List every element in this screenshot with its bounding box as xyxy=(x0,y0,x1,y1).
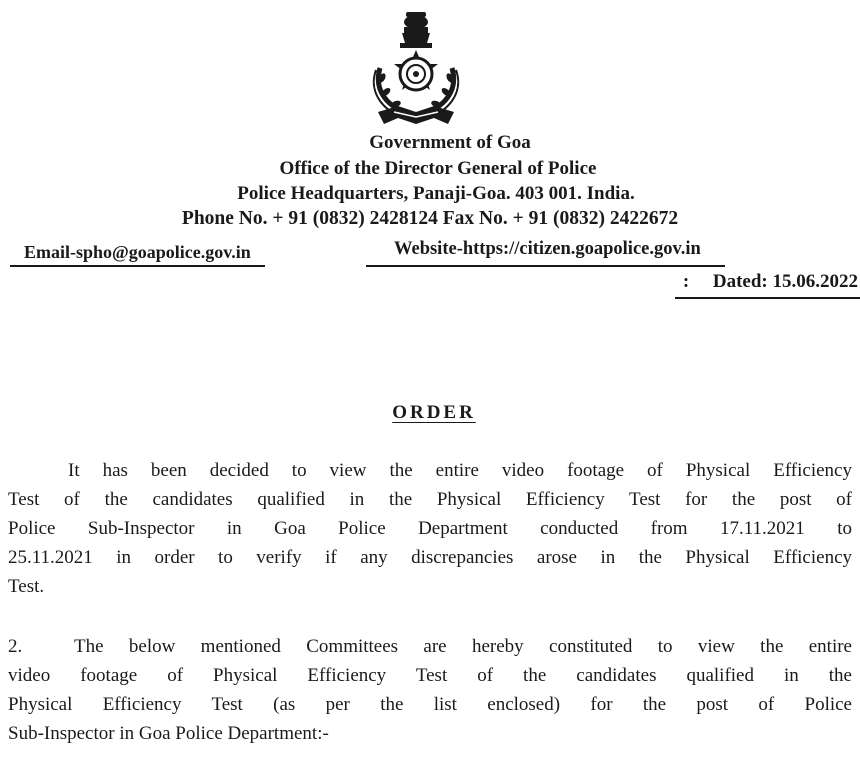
paragraph-2-number: 2. xyxy=(8,636,23,657)
paragraph-1-line: Test. xyxy=(8,576,45,597)
paragraph-2 xyxy=(8,632,852,748)
letterhead-office: Office of the Director General of Police xyxy=(279,158,597,179)
letterhead-government: Government of Goa xyxy=(369,132,531,153)
paragraph-2-line: The below mentioned Committees are hereby constituted to view the entire xyxy=(74,636,852,657)
letterhead-phone-fax: Phone No. + 91 (0832) 2428124 Fax No. + 91 (0832) 2422672 xyxy=(181,208,679,229)
paragraph-2-line: video footage of Physical Efficiency Test of the candidates qualified in the xyxy=(8,665,852,686)
paragraph-2-line: Physical Efficiency Test (as per the list enclosed) for the post of Police xyxy=(8,694,852,715)
paragraph-1-line: Police Sub-Inspector in Goa Police Department conducted from 17.11.2021 to xyxy=(8,518,852,539)
document-date xyxy=(675,272,860,299)
paragraph-2-first-line xyxy=(8,632,852,661)
letterhead-address: Police Headquarters, Panaji-Goa. 403 001. India. xyxy=(237,183,635,204)
letterhead-email[interactable]: Email-spho@goapolice.gov.in xyxy=(10,243,265,267)
document-date-text: Dated: 15.06.2022 xyxy=(712,271,858,292)
paragraph-2-line: Sub-Inspector in Goa Police Department:- xyxy=(8,723,329,744)
order-title xyxy=(0,403,860,422)
date-colon-mark: : xyxy=(682,271,690,292)
paragraph-1 xyxy=(8,456,852,601)
goa-police-emblem-icon xyxy=(360,8,472,130)
letterhead-website[interactable]: Website-https://citizen.goapolice.gov.in xyxy=(366,240,725,267)
paragraph-1-line: It has been decided to view the entire video footage of Physical Efficiency xyxy=(68,460,852,481)
contact-row xyxy=(0,239,860,273)
paragraph-1-line: 25.11.2021 in order to verify if any discrepancies arose in the Physical Efficiency xyxy=(8,547,852,568)
order-title-text: ORDER xyxy=(392,402,476,423)
paragraph-1-line: Test of the candidates qualified in the Physical Efficiency Test for the post of xyxy=(8,489,852,510)
